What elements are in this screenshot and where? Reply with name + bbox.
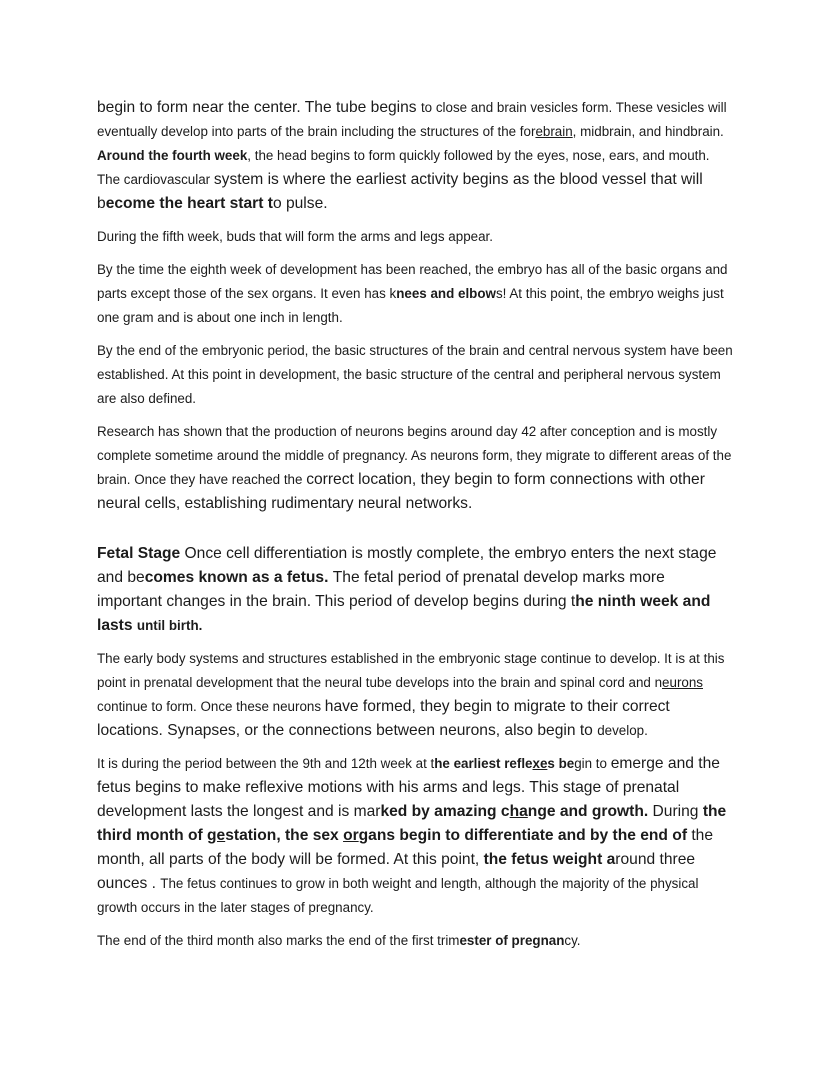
text-run: gans begin to differentiate and by the end of — [358, 827, 692, 844]
text-run: During the fifth week, buds that will form the arms and legs appear. — [97, 229, 493, 244]
text-run: ge — [207, 827, 226, 844]
text-run: until birth. — [136, 618, 203, 633]
paragraph-neuron-production — [97, 420, 733, 516]
paragraph-first-trimester-end — [97, 929, 733, 953]
paragraph-reflexes-third-month — [97, 752, 733, 920]
text-run: s! At this point, the embr — [495, 286, 640, 301]
text-run: By the end of the embryonic period, the basic structures of the brain and central nervous system have been established. At this point in development, the basic structure of the central and peripheral nervous system are also defined. — [97, 343, 733, 406]
text-run: Fetal Stage — [97, 545, 185, 562]
text-run: he ninth week and lasts — [97, 593, 711, 634]
text-run: he earliest refle — [434, 756, 533, 771]
text-run: have formed, they begin to migrate to their correct locations. Synapses, or the connections between neurons, also begin to — [97, 698, 670, 739]
text-run: By the time the eighth week of development has been reached, the embryo has all of the basic organs and parts except those of the sex organs. It even has k — [97, 262, 728, 301]
text-run: round three ounces . — [97, 851, 696, 892]
text-run: nees and elbow — [396, 286, 496, 301]
paragraph-fetal-stage — [97, 542, 733, 638]
text-run: the fetus weight a — [483, 851, 616, 868]
text-run: nge and growth. — [527, 803, 653, 820]
text-run: or — [343, 827, 359, 844]
paragraph-eighth-week — [97, 258, 733, 330]
text-run: to close and brain vesicles form. These vesicles will eventually develop into parts of the brain including the structures of the for — [97, 100, 727, 139]
text-run: s be — [547, 756, 575, 771]
text-run: system is where the earliest activity begins as the blood vessel that will b — [97, 171, 703, 212]
paragraph-neural-tube — [97, 96, 733, 216]
text-run: eurons — [662, 675, 703, 690]
text-run: correct location, they begin to form connections with other neural cells, establishing rudimentary neural networks. — [97, 471, 705, 512]
text-run: develop. — [597, 723, 648, 738]
text-run: continue to form. Once these neurons — [97, 699, 325, 714]
text-run: The end of the third month also marks the end of the first trim — [97, 933, 460, 948]
text-run: The fetus continues to grow in both weight and length, although the majority of the physical growth occurs in the later stages of pregnancy. — [97, 876, 699, 915]
text-run: This stage of prenatal development lasts the longest and is mar — [97, 779, 680, 820]
text-run: The early body systems and structures established in the embryonic stage continue to develop. It is at this point in prenatal development that the neural tube develops into the brain and spinal cord and n — [97, 651, 725, 690]
text-run: ha — [509, 803, 528, 820]
text-run: gin to — [574, 756, 611, 771]
text-run: Once cell differentiation is mostly complete, the embryo enters the next stage and be — [97, 545, 717, 586]
text-run: o pulse. — [272, 195, 328, 212]
text-run: the third month of — [97, 803, 727, 844]
text-run: The fetal period of prenatal develop marks more important changes in the brain. This period of develop begins during t — [97, 569, 665, 610]
text-run: ked by amazing c — [380, 803, 510, 820]
text-run: It is during the period between the 9th and 12th week at t — [97, 756, 435, 771]
text-run: the month, all parts of the body will be formed. At this point, — [97, 827, 714, 868]
text-run: o weighs just one gram and is about one inch in length. — [97, 286, 724, 325]
paragraph-early-body-systems — [97, 647, 733, 743]
text-run: , the head begins to form quickly followed by the eyes, nose, ears, and mouth. The cardiovascular — [97, 148, 710, 187]
text-run: , midbrain, and hindbrain. — [572, 124, 724, 139]
paragraph-embryonic-period-end — [97, 339, 733, 411]
paragraph-fifth-week — [97, 225, 733, 249]
text-run: comes known as a fetus. — [144, 569, 333, 586]
text-run: xe — [532, 756, 548, 771]
text-run: Research has shown that the production of neurons begins around day 42 after conception and is mostly complete sometime around the middle of pregnancy. As neurons form, they migrate to different areas of the brain. Once they have reached the — [97, 424, 732, 487]
text-run: ebrain — [535, 124, 573, 139]
text-run: emerge and the fetus begins to make reflexive motions with his arms and legs. — [97, 755, 720, 796]
text-run: station, the sex — [225, 827, 344, 844]
text-run: cy. — [564, 933, 581, 948]
text-run: begin to form near the center. The tube begins — [97, 99, 421, 116]
text-run: ecome the heart start t — [105, 195, 273, 212]
document-body — [97, 96, 733, 962]
text-run: ester of pregnan — [459, 933, 565, 948]
text-run: During — [652, 803, 703, 820]
text-run: y — [639, 286, 647, 301]
text-run: Around the fourth week — [97, 148, 248, 163]
